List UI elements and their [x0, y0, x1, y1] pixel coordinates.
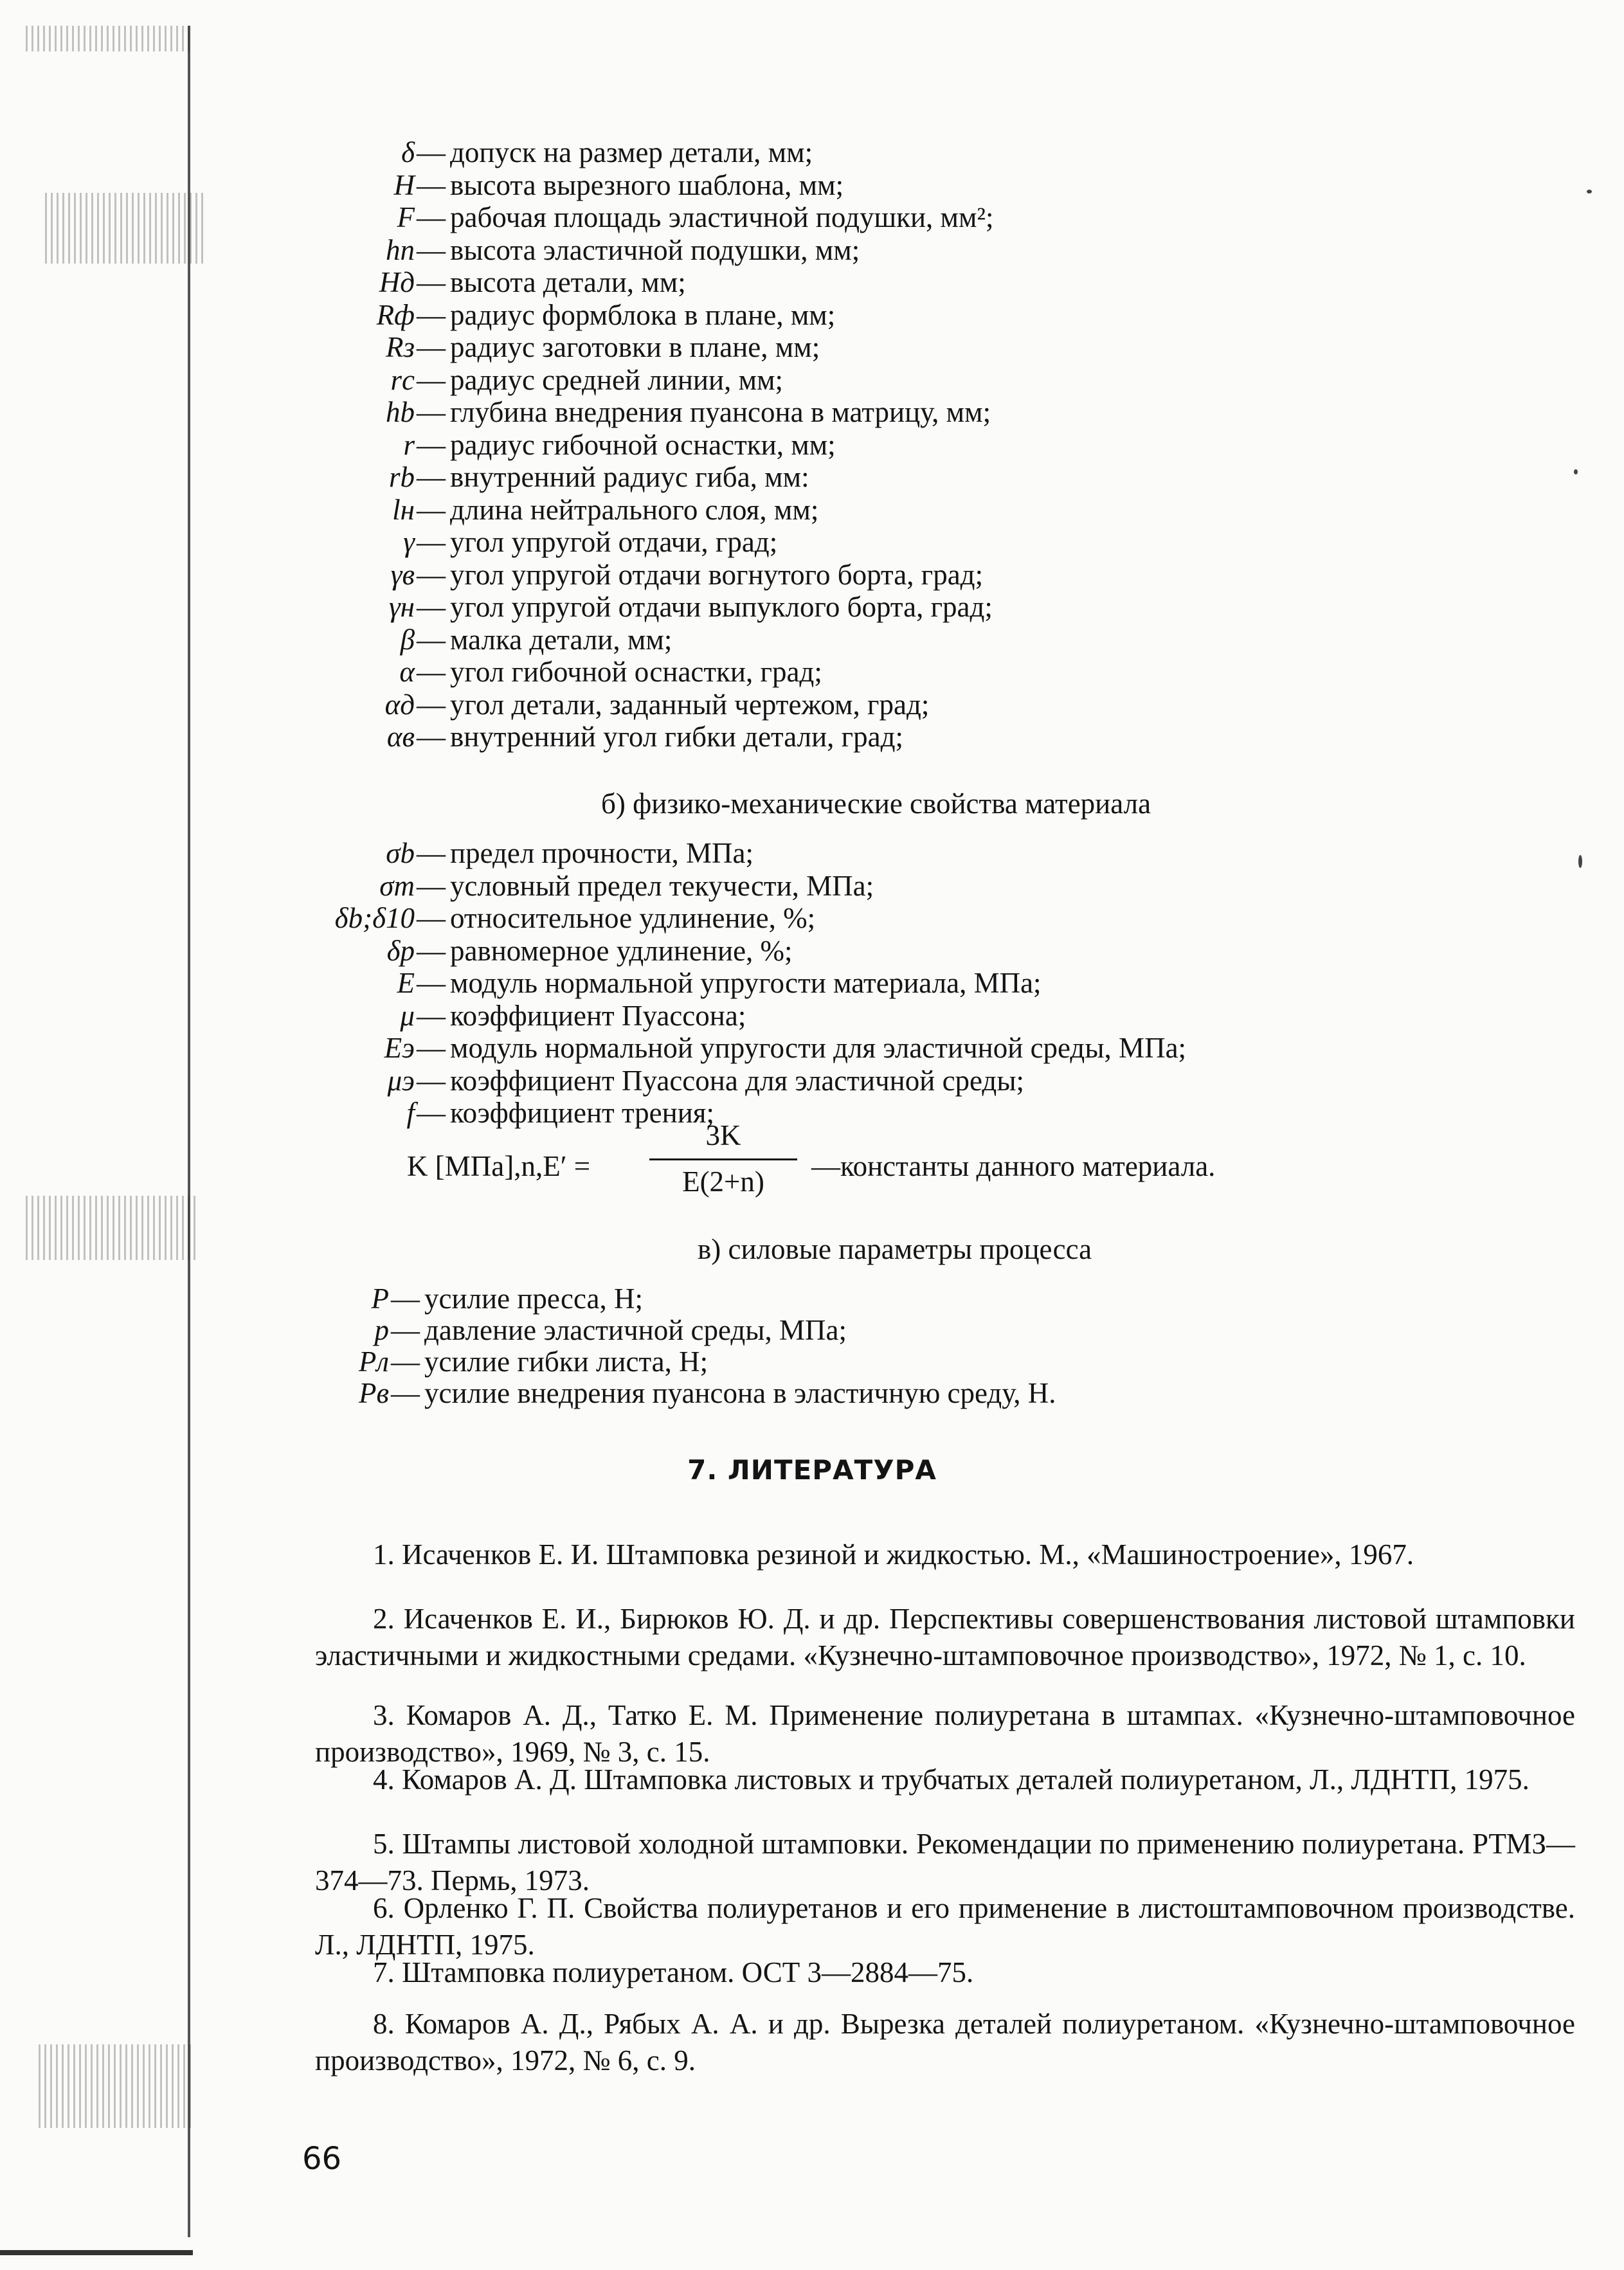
page-number: 66	[302, 2141, 342, 2177]
definition-text: малка детали, мм;	[450, 623, 672, 656]
definition-symbol: γн	[388, 591, 415, 623]
section-b-title: б) физико-механические свойства материала	[601, 788, 1151, 820]
definition-row	[0, 1032, 1624, 1064]
definition-symbol: Eэ	[384, 1032, 415, 1064]
definition-symbol: P	[371, 1283, 389, 1315]
definition-symbol: γ	[403, 526, 415, 558]
definition-dash: —	[417, 266, 446, 298]
definition-symbol: δb;δ10	[334, 902, 415, 934]
definition-text: усилие гибки листа, Н;	[424, 1346, 708, 1378]
definition-row	[0, 494, 1624, 526]
definition-text: рабочая площадь эластичной подушки, мм²;	[450, 201, 994, 233]
definition-dash: —	[391, 1283, 420, 1315]
definition-row	[0, 396, 1624, 428]
definition-symbol: σb	[386, 837, 415, 869]
definition-row	[0, 902, 1624, 934]
definition-text: модуль нормальной упругости материала, МПа;	[450, 967, 1042, 999]
definition-symbol: μ	[400, 999, 415, 1032]
definition-symbol: hb	[386, 396, 415, 428]
definition-text: относительное удлинение, %;	[450, 902, 816, 934]
definition-symbol: Hд	[379, 266, 415, 298]
definition-row	[0, 1065, 1624, 1097]
definition-dash: —	[417, 558, 446, 591]
definition-text: радиус формблока в плане, мм;	[450, 298, 836, 331]
definition-dash: —	[417, 428, 446, 461]
definition-text: допуск на размер детали, мм;	[450, 136, 813, 168]
definition-dash: —	[417, 934, 446, 967]
definition-row	[0, 429, 1624, 461]
definition-symbol: δ	[401, 136, 415, 168]
definition-symbol: μэ	[387, 1064, 415, 1097]
definition-text: внутренний угол гибки детали, град;	[450, 721, 903, 753]
definition-symbol: E	[397, 967, 415, 999]
reference-item: 7. Штамповка полиуретаном. ОСТ 3—2884—75.	[373, 1956, 974, 1988]
fraction-line	[649, 1158, 797, 1160]
definition-dash: —	[417, 233, 446, 266]
reference-item: 3. Комаров А. Д., Татко Е. М. Применение полиуретана в штампах. «Кузнечно-штамповочное производство», 1969, № 3, с. 15.	[315, 1699, 1575, 1768]
reference-item: 4. Комаров А. Д. Штамповка листовых и трубчатых деталей полиуретаном, Л., ЛДНТП, 1975.	[373, 1763, 1529, 1796]
definition-dash: —	[417, 656, 446, 688]
definition-symbol: Rз	[385, 331, 415, 363]
definition-text: модуль нормальной упругости для эластичной среды, МПа;	[450, 1032, 1187, 1064]
reference-item: 1. Исаченков Е. И. Штамповка резиной и жидкостью. М., «Машиностроение», 1967.	[373, 1538, 1414, 1571]
reference-item: 2. Исаченков Е. И., Бирюков Ю. Д. и др. Перспективы совершенствования листовой штамповки эластичными и жидкостными средами. «Кузнечно-штамповочное производство», 1972, № 1, с. 10.	[315, 1603, 1575, 1671]
definition-row	[0, 461, 1624, 493]
definition-symbol: p	[374, 1314, 389, 1346]
definition-row	[0, 624, 1624, 656]
definition-row	[0, 870, 1624, 902]
definition-symbol: αв	[386, 721, 415, 753]
definition-dash: —	[417, 623, 446, 656]
definition-dash: —	[417, 1097, 446, 1129]
definition-text: коэффициент Пуассона;	[450, 999, 746, 1032]
definition-symbol: αд	[384, 688, 415, 721]
definition-symbol: rb	[388, 461, 415, 493]
definition-dash: —	[417, 136, 446, 168]
definition-dash: —	[391, 1346, 420, 1378]
definition-symbol: Pв	[358, 1377, 389, 1409]
definition-symbol: β	[400, 623, 415, 656]
definition-text: предел прочности, МПа;	[450, 837, 753, 869]
definition-text: угол упругой отдачи выпуклого борта, град;	[450, 591, 993, 623]
formula-rhs: —константы данного материала.	[811, 1150, 1216, 1182]
definition-text: внутренний радиус гиба, мм:	[450, 461, 809, 493]
literature-title: 7. ЛИТЕРАТУРА	[687, 1454, 937, 1486]
definition-dash: —	[417, 837, 446, 869]
definition-symbol: γв	[390, 558, 415, 591]
definition-row	[0, 1377, 1624, 1409]
definition-row	[0, 721, 1624, 753]
formula-lhs: K [МПа],n,E′ =	[407, 1150, 591, 1182]
definition-dash: —	[391, 1377, 420, 1409]
definition-dash: —	[417, 396, 446, 428]
definition-symbol: δр	[386, 934, 415, 967]
formula-numerator: 3K	[705, 1119, 741, 1151]
definition-row	[0, 591, 1624, 623]
definition-row	[0, 1346, 1624, 1378]
definition-dash: —	[417, 1064, 446, 1097]
reference-item: 8. Комаров А. Д., Рябых А. А. и др. Вырезка деталей полиуретаном. «Кузнечно-штамповочное производство», 1972, № 6, с. 9.	[315, 2008, 1575, 2076]
definition-text: длина нейтрального слоя, мм;	[450, 493, 819, 526]
definition-text: радиус гибочной оснастки, мм;	[450, 428, 836, 461]
definition-symbol: hп	[386, 233, 415, 266]
definition-row	[0, 364, 1624, 396]
definition-row	[0, 331, 1624, 363]
definition-dash: —	[417, 168, 446, 201]
bottom-rule	[0, 2250, 193, 2255]
scan-noise	[39, 2044, 193, 2128]
scan-noise	[26, 26, 193, 51]
definition-text: коэффициент трения;	[450, 1097, 714, 1129]
definition-row	[0, 169, 1624, 201]
material-constants-formula	[0, 1119, 1624, 1209]
definition-dash: —	[417, 967, 446, 999]
definition-text: условный предел текучести, МПа;	[450, 869, 874, 902]
definition-dash: —	[417, 902, 446, 934]
definition-dash: —	[391, 1314, 420, 1346]
definition-dash: —	[417, 461, 446, 493]
definition-symbol: H	[393, 168, 415, 201]
definition-text: угол упругой отдачи вогнутого борта, град;	[450, 558, 984, 591]
definition-row	[0, 935, 1624, 967]
definition-dash: —	[417, 688, 446, 721]
definition-row	[0, 967, 1624, 999]
definition-dash: —	[417, 363, 446, 396]
definition-dash: —	[417, 1032, 446, 1064]
definition-text: радиус средней линии, мм;	[450, 363, 784, 396]
definition-text: усилие пресса, Н;	[424, 1283, 643, 1315]
reference-item: 6. Орленко Г. П. Свойства полиуретанов и его применение в листоштамповочном производстве. Л., ЛДНТП, 1975.	[315, 1892, 1575, 1961]
definition-row	[0, 136, 1624, 168]
formula-denominator: E(2+n)	[682, 1166, 764, 1198]
definition-text: коэффициент Пуассона для эластичной среды;	[450, 1064, 1025, 1097]
definition-text: высота эластичной подушки, мм;	[450, 233, 860, 266]
definition-symbol: Rф	[376, 298, 415, 331]
definition-text: высота вырезного шаблона, мм;	[450, 168, 844, 201]
reference-item: 5. Штампы листовой холодной штамповки. Рекомендации по применению полиуретана. РТМЗ—374—73. Пермь, 1973.	[315, 1828, 1575, 1896]
definition-row	[0, 837, 1624, 869]
definition-dash: —	[417, 493, 446, 526]
definition-dash: —	[417, 591, 446, 623]
definition-text: радиус заготовки в плане, мм;	[450, 331, 820, 363]
definition-row	[0, 656, 1624, 688]
definition-dash: —	[417, 298, 446, 331]
definition-text: равномерное удлинение, %;	[450, 934, 793, 967]
definition-dash: —	[417, 526, 446, 558]
definition-dash: —	[417, 201, 446, 233]
definition-symbol: F	[397, 201, 415, 233]
definition-row	[0, 559, 1624, 591]
definition-text: угол гибочной оснастки, град;	[450, 656, 822, 688]
definition-symbol: α	[399, 656, 415, 688]
section-c-title: в) силовые параметры процесса	[698, 1233, 1092, 1265]
definition-row	[0, 299, 1624, 331]
definition-row	[0, 1000, 1624, 1032]
definition-dash: —	[417, 721, 446, 753]
definition-symbol: σт	[379, 869, 415, 902]
definition-dash: —	[417, 331, 446, 363]
definition-row	[0, 201, 1624, 233]
definition-symbol: Pл	[358, 1346, 389, 1378]
definition-row	[0, 266, 1624, 298]
definition-text: угол упругой отдачи, град;	[450, 526, 778, 558]
definition-row	[0, 526, 1624, 558]
definition-symbol: rс	[390, 363, 415, 396]
definition-symbol: lн	[392, 493, 415, 526]
definition-text: угол детали, заданный чертежом, град;	[450, 688, 930, 721]
definition-text: глубина внедрения пуансона в матрицу, мм;	[450, 396, 991, 428]
definition-row	[0, 1314, 1624, 1346]
definition-dash: —	[417, 999, 446, 1032]
definition-text: усилие внедрения пуансона в эластичную среду, Н.	[424, 1377, 1056, 1409]
definition-row	[0, 234, 1624, 266]
definition-dash: —	[417, 869, 446, 902]
definition-text: высота детали, мм;	[450, 266, 686, 298]
definition-symbol: f	[406, 1097, 415, 1129]
definition-text: давление эластичной среды, МПа;	[424, 1314, 847, 1346]
definition-row	[0, 689, 1624, 721]
definition-row	[0, 1283, 1624, 1315]
definition-symbol: r	[403, 428, 415, 461]
